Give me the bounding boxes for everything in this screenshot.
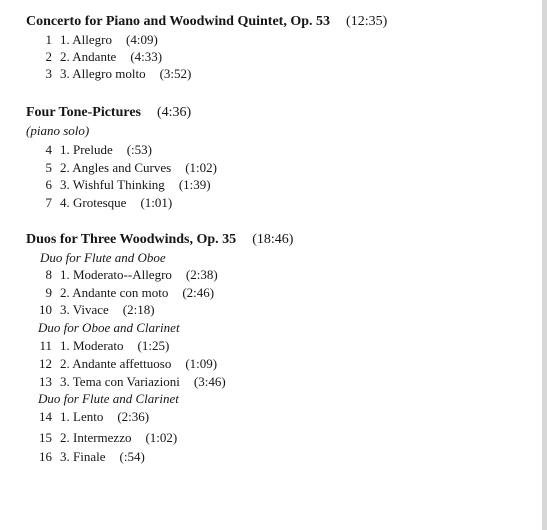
track-number: 3 [45, 66, 52, 81]
track-time: (3:52) [159, 66, 192, 81]
track-title: 1. Moderato [60, 338, 124, 353]
track-number: 12 [39, 356, 52, 371]
track-row [26, 142, 152, 158]
work-title [26, 232, 293, 248]
track-title: 1. Lento [60, 409, 104, 424]
track-time: (2:38) [185, 267, 218, 282]
duo-subtitle: Duo for Flute and Oboe [40, 250, 166, 265]
track-row [26, 160, 217, 176]
duo-subtitle: Duo for Oboe and Clarinet [38, 320, 180, 335]
track-time: (:54) [119, 449, 145, 464]
track-title: 1. Moderato--Allegro [60, 267, 172, 282]
track-row [26, 285, 214, 301]
track-row [26, 449, 145, 465]
track-title: 2. Andante [60, 49, 117, 64]
track-number: 16 [39, 449, 52, 464]
track-time: (2:18) [122, 302, 155, 317]
track-row [26, 49, 162, 65]
work-duration: (4:36) [157, 105, 192, 120]
track-title: 3. Allegro molto [60, 66, 146, 81]
track-time: (1:01) [140, 195, 173, 210]
track-number: 11 [39, 338, 52, 353]
track-time: (1:25) [137, 338, 170, 353]
track-time: (2:46) [182, 285, 215, 300]
track-number: 2 [45, 49, 52, 64]
work-title [26, 105, 191, 121]
track-title: 1. Allegro [60, 32, 112, 47]
track-time: (2:36) [117, 409, 150, 424]
track-time: (1:39) [178, 177, 211, 192]
track-number: 13 [39, 374, 52, 389]
work-title-text: Concerto for Piano and Woodwind Quintet, Op. 53 [26, 14, 331, 29]
track-title: 1. Prelude [60, 142, 113, 157]
track-title: 2. Andante affettuoso [60, 356, 172, 371]
track-title: 2. Andante con moto [60, 285, 169, 300]
work-duration: (12:35) [346, 14, 388, 29]
track-row [26, 66, 191, 82]
track-time: (1:02) [145, 430, 178, 445]
track-number: 15 [39, 430, 52, 445]
track-time: (3:46) [193, 374, 226, 389]
track-title: 3. Wishful Thinking [60, 177, 165, 192]
track-number: 4 [45, 142, 52, 157]
track-row [26, 374, 226, 390]
track-time: (:53) [126, 142, 152, 157]
work-title [26, 14, 387, 30]
track-title: 4. Grotesque [60, 195, 127, 210]
work-note: (piano solo) [26, 123, 90, 138]
track-number: 14 [39, 409, 52, 424]
track-row [26, 177, 211, 193]
track-row [26, 195, 172, 211]
track-title: 2. Angles and Curves [60, 160, 172, 175]
track-number: 10 [39, 302, 52, 317]
track-row [26, 409, 149, 425]
track-row [26, 32, 158, 48]
track-title: 3. Finale [60, 449, 106, 464]
track-time: (1:02) [185, 160, 217, 175]
work-duration: (18:46) [252, 232, 294, 247]
track-row [26, 267, 218, 283]
track-number: 9 [45, 285, 52, 300]
duo-subtitle: Duo for Flute and Clarinet [38, 391, 179, 406]
work-title-text: Duos for Three Woodwinds, Op. 35 [26, 232, 237, 247]
track-row [26, 302, 155, 318]
track-title: 3. Tema con Variazioni [60, 374, 180, 389]
track-time: (4:09) [126, 32, 158, 47]
track-time: (1:09) [185, 356, 218, 371]
track-number: 8 [45, 267, 52, 282]
work-title-text: Four Tone-Pictures [26, 105, 141, 120]
track-row [26, 356, 217, 372]
track-row [26, 430, 177, 446]
track-row [26, 338, 169, 354]
track-number: 1 [45, 32, 52, 47]
track-number: 5 [45, 160, 52, 175]
page-edge-shadow [542, 0, 547, 530]
track-number: 6 [45, 177, 52, 192]
track-time: (4:33) [130, 49, 163, 64]
track-number: 7 [45, 195, 52, 210]
track-title: 2. Intermezzo [60, 430, 132, 445]
track-title: 3. Vivace [60, 302, 109, 317]
